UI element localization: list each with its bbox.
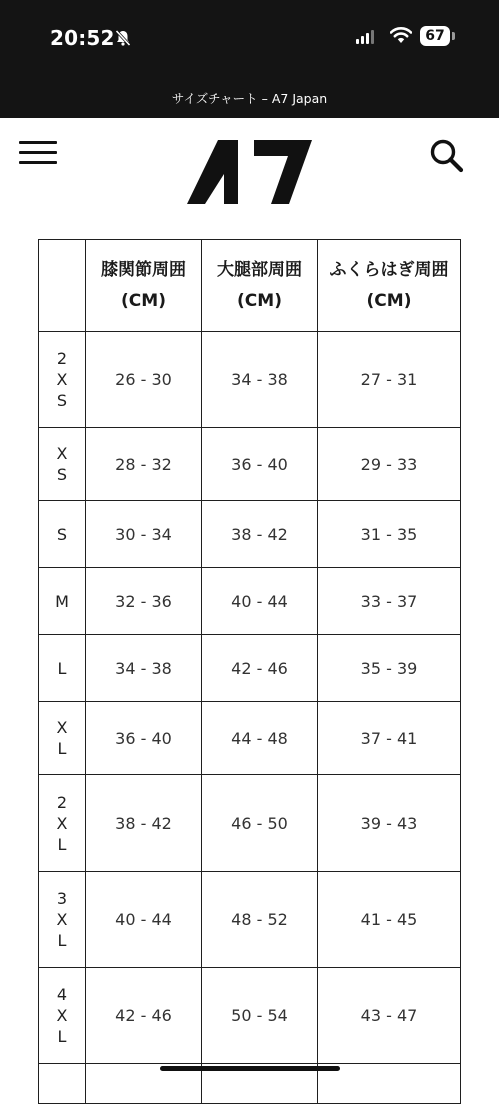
table-row <box>39 568 461 635</box>
calf-cell: 43 - 47 <box>318 968 461 1064</box>
size-cell <box>39 872 86 968</box>
size-label: S <box>56 524 68 544</box>
size-label: XS <box>56 444 68 484</box>
table-row <box>39 702 461 775</box>
size-label: 2XL <box>56 792 68 854</box>
calf-cell: 33 - 37 <box>318 568 461 635</box>
knee-cell: 36 - 40 <box>86 702 202 775</box>
wifi-icon <box>390 26 412 44</box>
battery-tip <box>452 32 455 40</box>
size-label: XL <box>56 718 68 758</box>
home-indicator[interactable] <box>160 1066 340 1071</box>
cellular-signal-icon <box>356 30 374 44</box>
thigh-cell: 50 - 54 <box>202 968 318 1064</box>
size-label: 2XS <box>56 349 68 410</box>
size-cell <box>39 568 86 635</box>
knee-cell: 30 - 34 <box>86 501 202 568</box>
table-header-row <box>39 240 461 332</box>
table-row <box>39 428 461 501</box>
thigh-cell: 44 - 48 <box>202 702 318 775</box>
knee-cell: 28 - 32 <box>86 428 202 501</box>
header-knee: 膝関節周囲(CM) <box>86 240 202 332</box>
knee-cell: 42 - 46 <box>86 968 202 1064</box>
size-cell <box>39 332 86 428</box>
size-cell <box>39 428 86 501</box>
thigh-cell: 40 - 44 <box>202 568 318 635</box>
search-icon[interactable] <box>429 138 465 174</box>
table-row <box>39 968 461 1064</box>
table-row <box>39 332 461 428</box>
size-cell <box>39 968 86 1064</box>
table-row <box>39 872 461 968</box>
table-row <box>39 775 461 872</box>
size-cell <box>39 1064 86 1104</box>
size-cell <box>39 501 86 568</box>
a7-logo[interactable] <box>184 138 314 206</box>
hamburger-menu-icon[interactable] <box>19 138 57 168</box>
size-cell <box>39 702 86 775</box>
size-cell <box>39 775 86 872</box>
calf-cell: 41 - 45 <box>318 872 461 968</box>
table-row <box>39 635 461 702</box>
calf-cell: 39 - 43 <box>318 775 461 872</box>
battery-icon: 67 <box>420 26 450 46</box>
knee-cell: 26 - 30 <box>86 332 202 428</box>
knee-cell: 34 - 38 <box>86 635 202 702</box>
status-time: 20:52 <box>50 26 115 50</box>
page-title: サイズチャート – A7 Japan <box>171 91 328 106</box>
site-header <box>0 118 499 228</box>
bell-muted-icon <box>114 29 132 47</box>
thigh-cell: 38 - 42 <box>202 501 318 568</box>
size-label: M <box>55 591 69 611</box>
top-bar <box>0 0 499 118</box>
size-label: 4XL <box>56 985 68 1046</box>
thigh-cell: 46 - 50 <box>202 775 318 872</box>
calf-cell: 37 - 41 <box>318 702 461 775</box>
thigh-cell: 36 - 40 <box>202 428 318 501</box>
calf-cell: 35 - 39 <box>318 635 461 702</box>
knee-cell: 32 - 36 <box>86 568 202 635</box>
size-cell <box>39 635 86 702</box>
size-label: 3XL <box>56 889 68 950</box>
size-label: L <box>57 658 67 678</box>
thigh-cell: 34 - 38 <box>202 332 318 428</box>
calf-cell: 31 - 35 <box>318 501 461 568</box>
calf-cell: 27 - 31 <box>318 332 461 428</box>
calf-cell: 29 - 33 <box>318 428 461 501</box>
header-calf: ふくらはぎ周囲(CM) <box>318 240 461 332</box>
thigh-cell: 42 - 46 <box>202 635 318 702</box>
size-chart-table <box>38 239 461 1104</box>
header-thigh: 大腿部周囲(CM) <box>202 240 318 332</box>
knee-cell: 40 - 44 <box>86 872 202 968</box>
header-size <box>39 240 86 332</box>
table-row <box>39 501 461 568</box>
knee-cell: 38 - 42 <box>86 775 202 872</box>
thigh-cell: 48 - 52 <box>202 872 318 968</box>
